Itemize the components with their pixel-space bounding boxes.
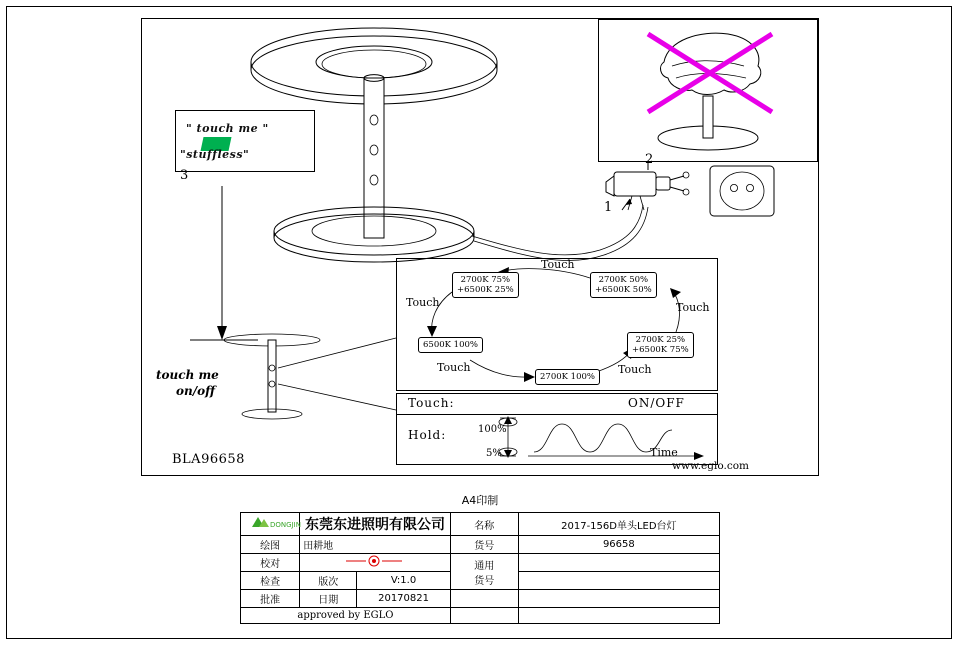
article-label: 货号 [450, 536, 518, 554]
approved-by-eglo: approved by EGLO [241, 608, 451, 624]
cycle-touch-label-top: Touch [541, 258, 575, 271]
drawer-value: 田耕地 [300, 536, 451, 554]
table-row [241, 513, 720, 536]
title-block-table [240, 512, 720, 624]
power-cable [472, 205, 648, 261]
cycle-node-2-line1: 2700K 50% [598, 275, 649, 285]
svg-text:DONGJIN: DONGJIN [270, 520, 302, 529]
timing-touch-label: Touch: [408, 396, 455, 410]
generic-value-6 [518, 608, 719, 624]
version-value: V:1.0 [357, 572, 451, 590]
checker-label: 检查 [241, 572, 300, 590]
table-row [241, 536, 720, 554]
company-logo-cell [241, 513, 300, 536]
step-3-label: 3 [180, 168, 189, 183]
drawer-label: 绘图 [241, 536, 300, 554]
touch-me-callout-box [175, 110, 315, 172]
lamp-side-label-2: on/off [176, 384, 216, 398]
paper-size-note: A4印制 [461, 494, 499, 507]
timing-max-percent: 100% [478, 424, 507, 435]
generic-value-5 [450, 608, 518, 624]
wall-socket [710, 166, 774, 216]
cycle-node-3 [627, 332, 694, 358]
touch-me-label-1: " touch me " [186, 122, 269, 135]
website-url: www.eglo.com [672, 460, 749, 472]
eglo-logo-icon [250, 515, 302, 531]
cycle-node-2 [590, 272, 657, 298]
cycle-node-1 [452, 272, 519, 298]
generic-value-2 [518, 572, 719, 590]
step-2-label: 2 [645, 152, 654, 167]
cycle-node-4 [535, 369, 600, 385]
cycle-node-1-line2: +6500K 25% [457, 285, 514, 295]
cycle-touch-label-bottom-left: Touch [437, 361, 471, 374]
lamp-side-label-1: touch me [156, 368, 219, 382]
step-1-label: 1 [604, 200, 613, 215]
name-value: 2017-156D单头LED台灯 [518, 513, 719, 536]
generic-value-3 [450, 590, 518, 608]
date-value: 20170821 [357, 590, 451, 608]
table-row [241, 554, 720, 572]
generic-label-1: 通用 [474, 560, 495, 572]
lamp-pole [364, 75, 384, 238]
cycle-node-5 [418, 337, 483, 353]
symbol-cell [300, 554, 451, 572]
cycle-node-1-line1: 2700K 75% [460, 275, 511, 285]
cycle-node-2-line2: +6500K 50% [595, 285, 652, 295]
generic-label-2: 货号 [474, 575, 495, 587]
cycle-touch-label-bottom-right: Touch [618, 363, 652, 376]
name-label: 名称 [450, 513, 518, 536]
timing-hold-label: Hold: [408, 428, 447, 442]
version-label: 版次 [300, 572, 357, 590]
generic-value-1 [518, 554, 719, 572]
table-row [241, 590, 720, 608]
generic-value-4 [518, 590, 719, 608]
timing-time-axis-label: Time [650, 446, 678, 459]
timing-min-percent: 5% [486, 448, 502, 459]
cycle-node-3-line2: +6500K 75% [632, 345, 689, 355]
cycle-touch-label-right: Touch [676, 301, 710, 314]
cloth-over-lamp-illustration [648, 33, 772, 150]
cycle-node-5-line1: 6500K 100% [423, 340, 478, 350]
touch-me-label-2: "stuffless" [180, 148, 250, 161]
lamp-side-view [224, 334, 396, 419]
article-value: 96658 [518, 536, 719, 554]
table-row [241, 608, 720, 624]
company-name: 东莞东进照明有限公司 [300, 513, 451, 536]
down-arrow-to-lamp [190, 186, 258, 340]
cycle-node-4-line1: 2700K 100% [540, 372, 595, 382]
cycle-node-3-line1: 2700K 25% [635, 335, 686, 345]
power-plug [606, 162, 689, 210]
model-code: BLA96658 [172, 452, 245, 467]
generic-labels-cell [450, 554, 518, 590]
timing-touch-value: ON/OFF [628, 396, 685, 410]
proofreader-label: 校对 [241, 554, 300, 572]
cycle-touch-label-left: Touch [406, 296, 440, 309]
approver-label: 批准 [241, 590, 300, 608]
date-label: 日期 [300, 590, 357, 608]
